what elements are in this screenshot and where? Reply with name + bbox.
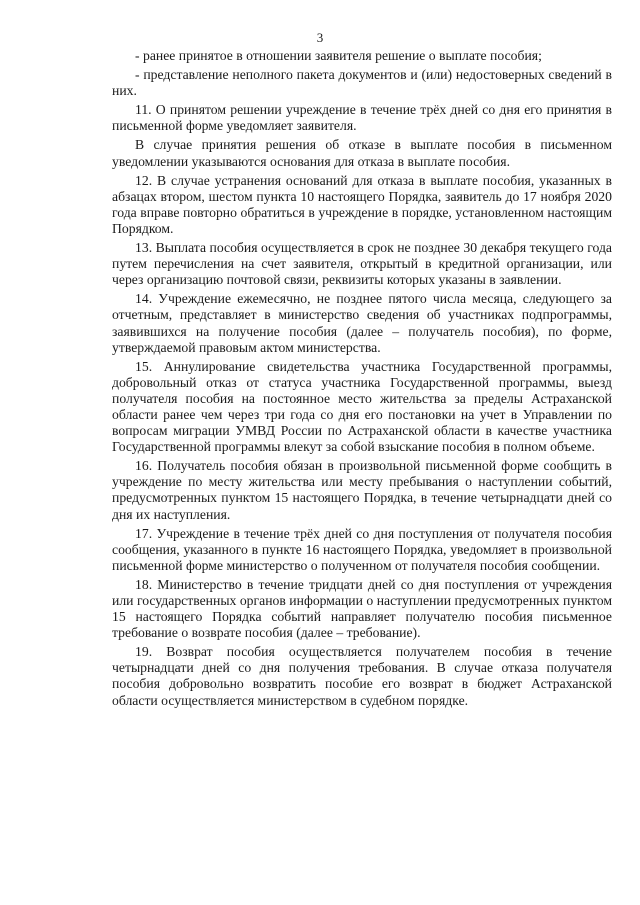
page-number: 3 — [316, 30, 324, 45]
paragraph-19: 19. Возврат пособия осуществляется получателем пособия в течение четырнадцати дней со дня получения требования. В случае отказа получателя пособия добровольно возвратить пособие его возврат в бюджет Астраханской области осуществляется министерством в судебном порядке. — [112, 644, 612, 708]
paragraph-11-refusal: В случае принятия решения об отказе в выплате пособия в письменном уведомлении указываются основания для отказа в выплате пособия. — [112, 137, 612, 169]
paragraph-14: 14. Учреждение ежемесячно, не позднее пятого числа месяца, следующего за отчетным, представляет в министерство сведения об участниках подпрограммы, заявившихся на получение пособия (далее – получатель пособия), по форме, утверждаемой правовым актом министерства. — [112, 291, 612, 355]
paragraph-18: 18. Министерство в течение тридцати дней со дня поступления от учреждения или государственных органов информации о наступлении предусмотренных пунктом 15 настоящего Порядка событий направляет получателю пособия письменное требование о возврате пособия (далее – требование). — [112, 576, 612, 641]
paragraph-bullet-2: - представление неполного пакета документов и (или) недостоверных сведений в них. — [112, 67, 612, 99]
paragraph-11: 11. О принятом решении учреждение в течение трёх дней со дня его принятия в письменной форме уведомляет заявителя. — [112, 102, 612, 134]
paragraph-16: 16. Получатель пособия обязан в произвольной письменной форме сообщить в учреждение по месту жительства или месту пребывания о наступлении событий, предусмотренных пунктом 15 настоящего Порядка, в течение четырнадцати дней со дня их наступления. — [112, 458, 612, 522]
paragraph-17: 17. Учреждение в течение трёх дней со дня поступления от получателя пособия сообщения, указанного в пункте 16 настоящего Порядка, уведомляет в произвольной письменной форме министерство о полученном от получателя пособия сообщении. — [112, 525, 612, 573]
document-body — [112, 48, 612, 709]
paragraph-12: 12. В случае устранения оснований для отказа в выплате пособия, указанных в абзацах втором, шестом пункта 10 настоящего Порядка, заявитель до 17 ноября 2020 года вправе повторно обратиться в учреждение в порядке, установленном настоящим Порядком. — [112, 172, 612, 236]
paragraph-15: 15. Аннулирование свидетельства участника Государственной программы, добровольный отказ от статуса участника Государственной программы, выезд получателя пособия на постоянное место жительства за пределы Астраханской области ранее чем через три года со дня его постановки на учет в Управлении по вопросам миграции УМВД России по Астраханской области в качестве участника Государственной программы влекут за собой взыскание пособия в полном объеме. — [112, 358, 612, 455]
paragraph-bullet-1: - ранее принятое в отношении заявителя решение о выплате пособия; — [135, 48, 542, 63]
paragraph-13: 13. Выплата пособия осуществляется в срок не позднее 30 декабря текущего года путем перечисления на счет заявителя, открытый в кредитной организации, или через организацию почтовой связи, реквизиты которых указаны в заявлении. — [112, 240, 612, 288]
